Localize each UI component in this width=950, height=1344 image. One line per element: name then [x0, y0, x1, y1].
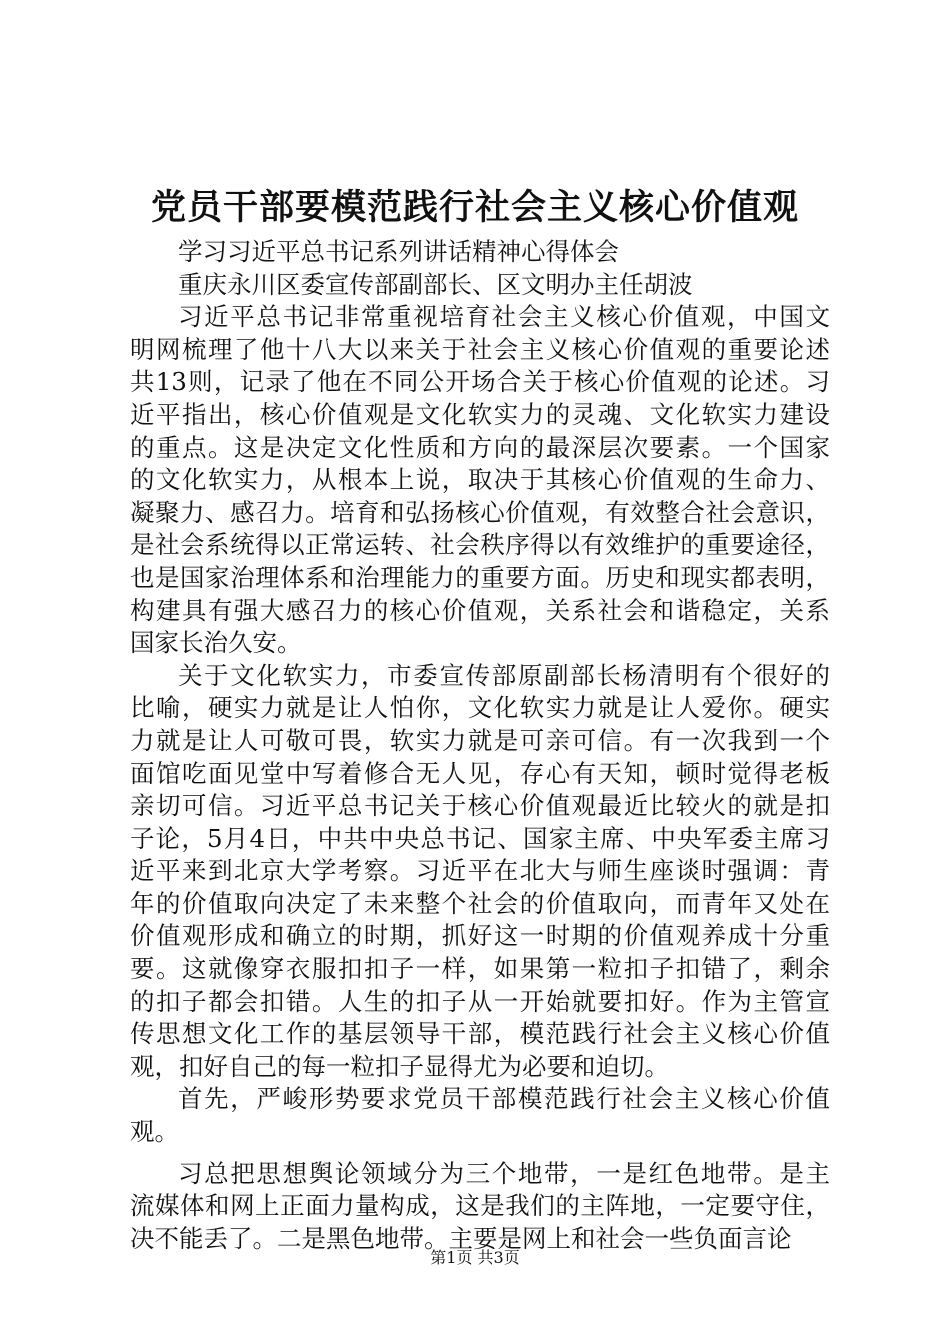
paragraph-line: 的文化软实力，从根本上说，取决于其核心价值观的生命力、	[130, 465, 830, 495]
document-author: 重庆永川区委宣传部副部长、区文明办主任胡波	[178, 269, 693, 299]
paragraph-line: 是社会系统得以正常运转、社会秩序得以有效维护的重要途径，	[130, 530, 830, 560]
paragraph-line: 亲切可信。习近平总书记关于核心价值观最近比较火的就是扣	[130, 791, 830, 821]
paragraph-line: 比喻，硬实力就是让人怕你，文化软实力就是让人爱你。硬实	[130, 693, 830, 723]
paragraph-line: 也是国家治理体系和治理能力的重要方面。历史和现实都表明，	[130, 562, 830, 592]
document-title: 党员干部要模范践行社会主义核心价值观	[150, 187, 799, 228]
paragraph-line: 传思想文化工作的基层领导干部，模范践行社会主义核心价值	[130, 1019, 830, 1049]
paragraph-line: 习总把思想舆论领域分为三个地带，一是红色地带。是主	[178, 1158, 830, 1188]
paragraph-line: 凝聚力、感召力。培育和弘扬核心价值观，有效整合社会意识，	[130, 497, 830, 527]
paragraph-line: 国家长治久安。	[130, 628, 302, 658]
paragraph-line: 共13则，记录了他在不同公开场合关于核心价值观的论述。习	[130, 367, 830, 397]
paragraph	[130, 1158, 830, 1256]
paragraph-line: 力就是让人可敬可畏，软实力就是可亲可信。有一次我到一个	[130, 725, 830, 755]
paragraph-line: 关于文化软实力，市委宣传部原副部长杨清明有个很好的	[178, 660, 830, 690]
paragraph-line: 首先，严峻形势要求党员干部模范践行社会主义核心价值	[178, 1084, 830, 1114]
paragraph	[130, 1083, 830, 1148]
paragraph	[130, 660, 830, 1084]
paragraph-line: 面馆吃面见堂中写着修合无人见，存心有天知，顿时觉得老板	[130, 758, 830, 788]
document-body	[130, 236, 830, 1255]
paragraph-line: 观，扣好自己的每一粒扣子显得尤为必要和迫切。	[130, 1051, 669, 1081]
paragraph-gap	[130, 1149, 830, 1158]
paragraph-line: 的扣子都会扣错。人生的扣子从一开始就要扣好。作为主管宣	[130, 986, 830, 1016]
paragraph-line: 观。	[130, 1117, 179, 1147]
paragraph-line: 近平指出，核心价值观是文化软实力的灵魂、文化软实力建设	[130, 399, 830, 429]
paragraph-line: 近平来到北京大学考察。习近平在北大与师生座谈时强调：青	[130, 856, 830, 886]
page-number-footer: 第1页 共3页	[430, 1248, 520, 1267]
paragraph-line: 价值观形成和确立的时期，抓好这一时期的价值观养成十分重	[130, 921, 830, 951]
paragraph-line: 的重点。这是决定文化性质和方向的最深层次要素。一个国家	[130, 432, 830, 462]
paragraph-line: 决不能丢了。二是黑色地带。主要是网上和社会一些负面言论	[130, 1223, 792, 1253]
paragraph-line: 流媒体和网上正面力量构成，这是我们的主阵地，一定要守住，	[130, 1191, 830, 1221]
paragraph	[130, 301, 830, 660]
paragraph-line: 子论，5月4日，中共中央总书记、国家主席、中央军委主席习	[130, 823, 830, 853]
paragraph-list	[130, 301, 830, 1255]
paragraph-line: 构建具有强大感召力的核心价值观，关系社会和谐稳定，关系	[130, 595, 830, 625]
paragraph-line: 年的价值取向决定了未来整个社会的价值取向，而青年又处在	[130, 888, 830, 918]
paragraph-line: 要。这就像穿衣服扣扣子一样，如果第一粒扣子扣错了，剩余	[130, 954, 830, 984]
document-subtitle: 学习习近平总书记系列讲话精神心得体会	[178, 237, 619, 266]
paragraph-line: 明网梳理了他十八大以来关于社会主义核心价值观的重要论述	[130, 334, 830, 364]
paragraph-line: 习近平总书记非常重视培育社会主义核心价值观，中国文	[178, 302, 830, 332]
